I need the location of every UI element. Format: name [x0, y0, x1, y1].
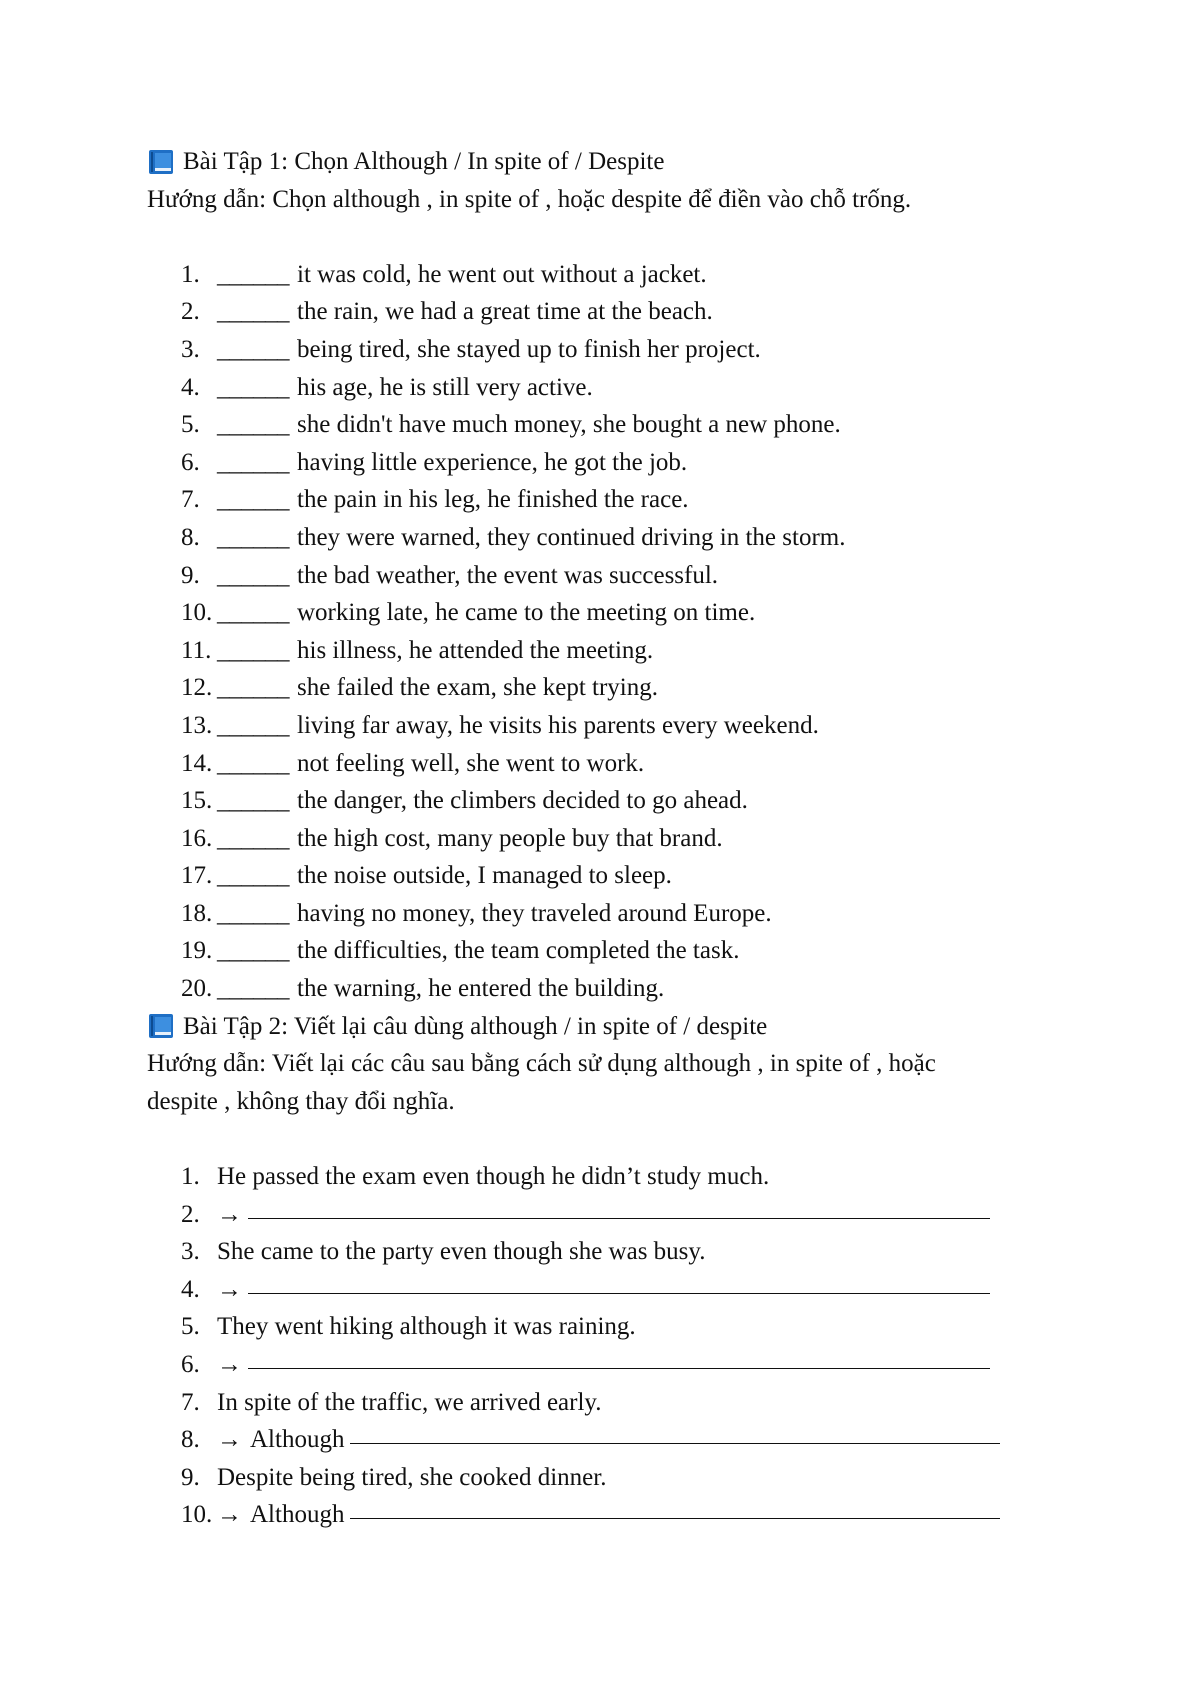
list-item: 6. → — [181, 1346, 1067, 1384]
list-item: 8. → Although — [181, 1421, 1067, 1459]
exercise1-instructions: Hướng dẫn: Chọn although , in spite of , hoặc despite để điền vào chỗ trống. — [147, 185, 912, 213]
list-item: 3. She came to the party even though she was busy. — [181, 1238, 706, 1266]
answer-line[interactable] — [248, 1346, 990, 1369]
list-item: 7. In spite of the traffic, we arrived early. — [181, 1388, 602, 1416]
arrow-icon: → — [217, 1275, 242, 1303]
list-item: 3. ______ being tired, she stayed up to finish her project. — [181, 331, 1067, 369]
fill-blank[interactable]: ______ — [217, 975, 289, 1003]
fill-blank[interactable]: ______ — [217, 711, 289, 739]
fill-blank[interactable]: ______ — [217, 448, 289, 476]
fill-blank[interactable]: ______ — [217, 486, 289, 514]
answer-line[interactable] — [248, 1271, 990, 1294]
spacer — [147, 1120, 1067, 1158]
fill-blank[interactable]: ______ — [217, 335, 289, 363]
list-item: 1. ______ it was cold, he went out without a jacket. — [181, 256, 1067, 294]
fill-blank[interactable]: ______ — [217, 599, 289, 627]
list-item: 10. → Although — [181, 1496, 1067, 1534]
exercise2-instructions-line1: Hướng dẫn: Viết lại các câu sau bằng cách sử dụng although , in spite of , hoặc — [147, 1050, 936, 1078]
exercise2-instructions-line2: despite , không thay đổi nghĩa. — [147, 1087, 455, 1115]
list-item: 6. ______ having little experience, he got the job. — [181, 444, 1067, 482]
book-icon — [147, 148, 175, 176]
arrow-icon: → — [217, 1351, 242, 1378]
answer-line[interactable] — [350, 1421, 1000, 1444]
list-item: 11. ______ his illness, he attended the meeting. — [181, 632, 1067, 670]
list-item: 5. ______ she didn't have much money, she bought a new phone. — [181, 406, 1067, 444]
list-item: 9. ______ the bad weather, the event was successful. — [181, 557, 1067, 595]
worksheet-page — [147, 143, 1067, 1534]
fill-blank[interactable]: ______ — [217, 411, 289, 439]
list-item: 8. ______ they were warned, they continued driving in the storm. — [181, 519, 1067, 557]
spacer — [147, 218, 1067, 256]
fill-blank[interactable]: ______ — [217, 899, 289, 927]
fill-blank[interactable]: ______ — [217, 373, 289, 401]
fill-blank[interactable]: ______ — [217, 523, 289, 551]
fill-blank[interactable]: ______ — [217, 674, 289, 702]
answer-line[interactable] — [248, 1196, 990, 1219]
list-item: 1. He passed the exam even though he didn’t study much. — [181, 1163, 770, 1191]
list-item: 5. They went hiking although it was raining. — [181, 1313, 636, 1341]
list-item: 13. ______ living far away, he visits his parents every weekend. — [181, 707, 1067, 745]
fill-blank[interactable]: ______ — [217, 636, 289, 664]
list-item: 12. ______ she failed the exam, she kept trying. — [181, 669, 1067, 707]
exercise2-list — [147, 1158, 1067, 1534]
fill-blank[interactable]: ______ — [217, 824, 289, 852]
exercise2-title — [147, 1008, 1067, 1046]
exercise1-title — [147, 143, 1067, 181]
list-item: 16. ______ the high cost, many people buy that brand. — [181, 820, 1067, 858]
book-icon — [147, 1012, 175, 1040]
list-item: 9. Despite being tired, she cooked dinner. — [181, 1463, 607, 1491]
fill-blank[interactable]: ______ — [217, 298, 289, 326]
list-item: 4. ______ his age, he is still very active. — [181, 369, 1067, 407]
exercise2-title-text: Bài Tập 2: Viết lại câu dùng although / in spite of / despite — [183, 1012, 768, 1040]
arrow-icon: → — [217, 1200, 242, 1228]
list-item: 18. ______ having no money, they traveled around Europe. — [181, 895, 1067, 933]
list-item: 2. → — [181, 1196, 1067, 1234]
list-item: 17. ______ the noise outside, I managed to sleep. — [181, 857, 1067, 895]
arrow-icon: → — [217, 1501, 242, 1529]
list-item: 2. ______ the rain, we had a great time at the beach. — [181, 293, 1067, 331]
arrow-icon: → — [217, 1426, 242, 1454]
exercise1-title-text: Bài Tập 1: Chọn Although / In spite of / Despite — [183, 148, 665, 175]
fill-blank[interactable]: ______ — [217, 937, 289, 965]
list-item: 4. → — [181, 1271, 1067, 1309]
list-item: 14. ______ not feeling well, she went to work. — [181, 745, 1067, 783]
fill-blank[interactable]: ______ — [217, 561, 289, 589]
fill-blank[interactable]: ______ — [217, 787, 289, 815]
list-item: 19. ______ the difficulties, the team completed the task. — [181, 932, 1067, 970]
exercise1-list — [147, 256, 1067, 1008]
fill-blank[interactable]: ______ — [217, 862, 289, 890]
list-item: 10. ______ working late, he came to the meeting on time. — [181, 594, 1067, 632]
fill-blank[interactable]: ______ — [217, 749, 289, 777]
list-item: 20. ______ the warning, he entered the building. — [181, 970, 1067, 1008]
fill-blank[interactable]: ______ — [217, 260, 289, 288]
list-item: 15. ______ the danger, the climbers decided to go ahead. — [181, 782, 1067, 820]
list-item: 7. ______ the pain in his leg, he finished the race. — [181, 481, 1067, 519]
answer-line[interactable] — [350, 1496, 1000, 1519]
